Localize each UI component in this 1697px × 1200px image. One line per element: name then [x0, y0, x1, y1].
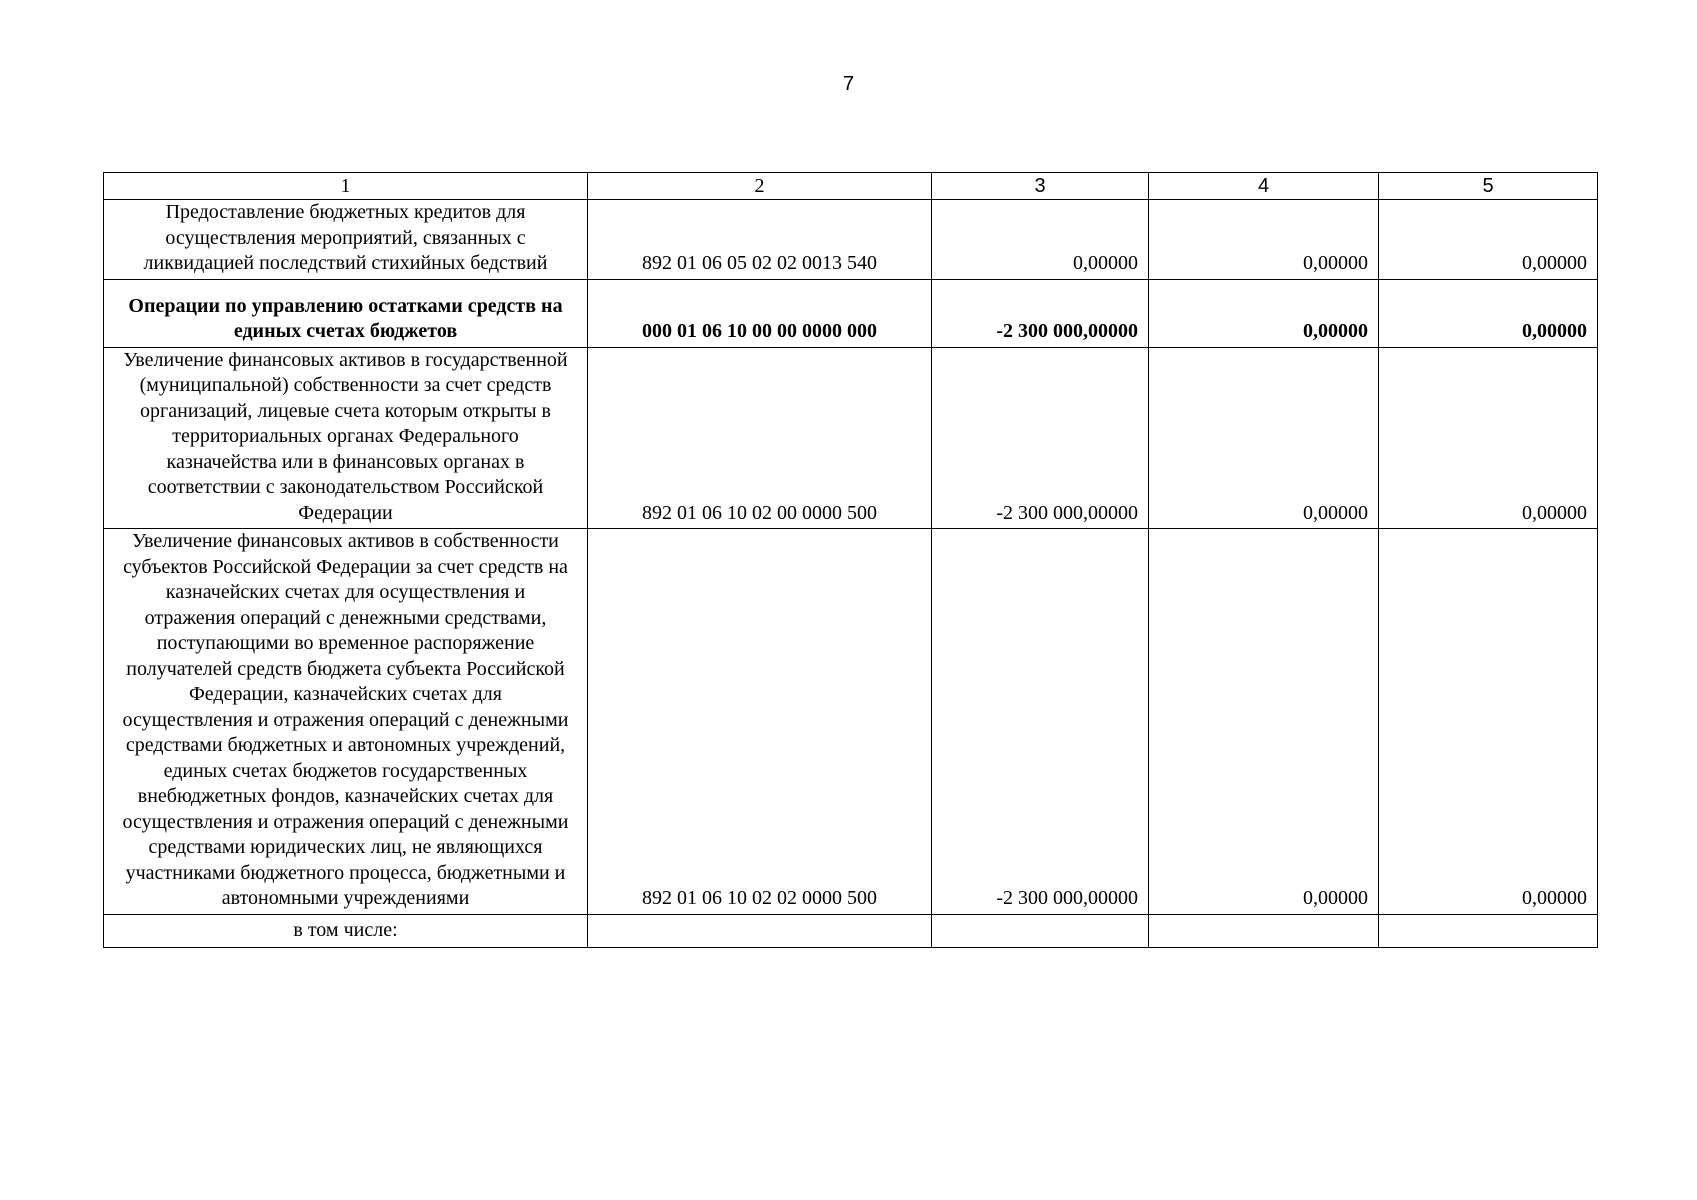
header-row: [104, 173, 1598, 200]
row-col3-value: [932, 914, 1149, 947]
budget-table: [103, 172, 1598, 948]
row-col5-value: 0,00000: [1379, 347, 1598, 529]
row-description: Операции по управлению остатками средств на единых счетах бюджетов: [104, 279, 588, 347]
row-col3-value: -2 300 000,00000: [932, 529, 1149, 915]
row-col4-value: 0,00000: [1149, 347, 1379, 529]
row-code: 892 01 06 10 02 00 0000 500: [588, 347, 932, 529]
page-number: 7: [842, 73, 855, 95]
table-row: [104, 529, 1598, 915]
row-col4-value: [1149, 914, 1379, 947]
row-col5-value: [1379, 914, 1598, 947]
header-col-1: 1: [104, 173, 588, 200]
row-code: 892 01 06 10 02 02 0000 500: [588, 529, 932, 915]
row-col3-value: -2 300 000,00000: [932, 347, 1149, 529]
row-col5-value: 0,00000: [1379, 279, 1598, 347]
table-row-subheading: [104, 914, 1598, 947]
row-description: Увеличение финансовых активов в собственности субъектов Российской Федерации за счет средств на казначейских счетах для осуществления и отражения операций с денежными средствами, поступающими во временное распоряжение получателей средств бюджета субъекта Российской Федерации, казначейских счетах для осуществления и отражения операций с денежными средствами бюджетных и автономных учреждений, единых счетах бюджетов государственных внебюджетных фондов, казначейских счетах для осуществления и отражения операций с денежными средствами юридических лиц, не являющихся участниками бюджетного процесса, бюджетными и автономными учреждениями: [104, 529, 588, 915]
row-code: 000 01 06 10 00 00 0000 000: [588, 279, 932, 347]
row-col5-value: 0,00000: [1379, 529, 1598, 915]
header-col-5: 5: [1379, 173, 1598, 200]
header-col-3: 3: [932, 173, 1149, 200]
table-row: [104, 200, 1598, 280]
table-row: [104, 347, 1598, 529]
row-col5-value: 0,00000: [1379, 200, 1598, 280]
row-description: Предоставление бюджетных кредитов для осуществления мероприятий, связанных с ликвидацией последствий стихийных бедствий: [104, 200, 588, 280]
row-description: в том числе:: [104, 914, 588, 947]
row-code: [588, 914, 932, 947]
row-col3-value: -2 300 000,00000: [932, 279, 1149, 347]
row-code: 892 01 06 05 02 02 0013 540: [588, 200, 932, 280]
row-col3-value: 0,00000: [932, 200, 1149, 280]
header-col-2: 2: [588, 173, 932, 200]
table-row-section-total: [104, 279, 1598, 347]
row-col4-value: 0,00000: [1149, 529, 1379, 915]
row-col4-value: 0,00000: [1149, 200, 1379, 280]
header-col-4: 4: [1149, 173, 1379, 200]
row-col4-value: 0,00000: [1149, 279, 1379, 347]
row-description: Увеличение финансовых активов в государственной (муниципальной) собственности за счет средств организаций, лицевые счета которым открыты в территориальных органах Федерального казначейства или в финансовых органах в соответствии с законодательством Российской Федерации: [104, 347, 588, 529]
